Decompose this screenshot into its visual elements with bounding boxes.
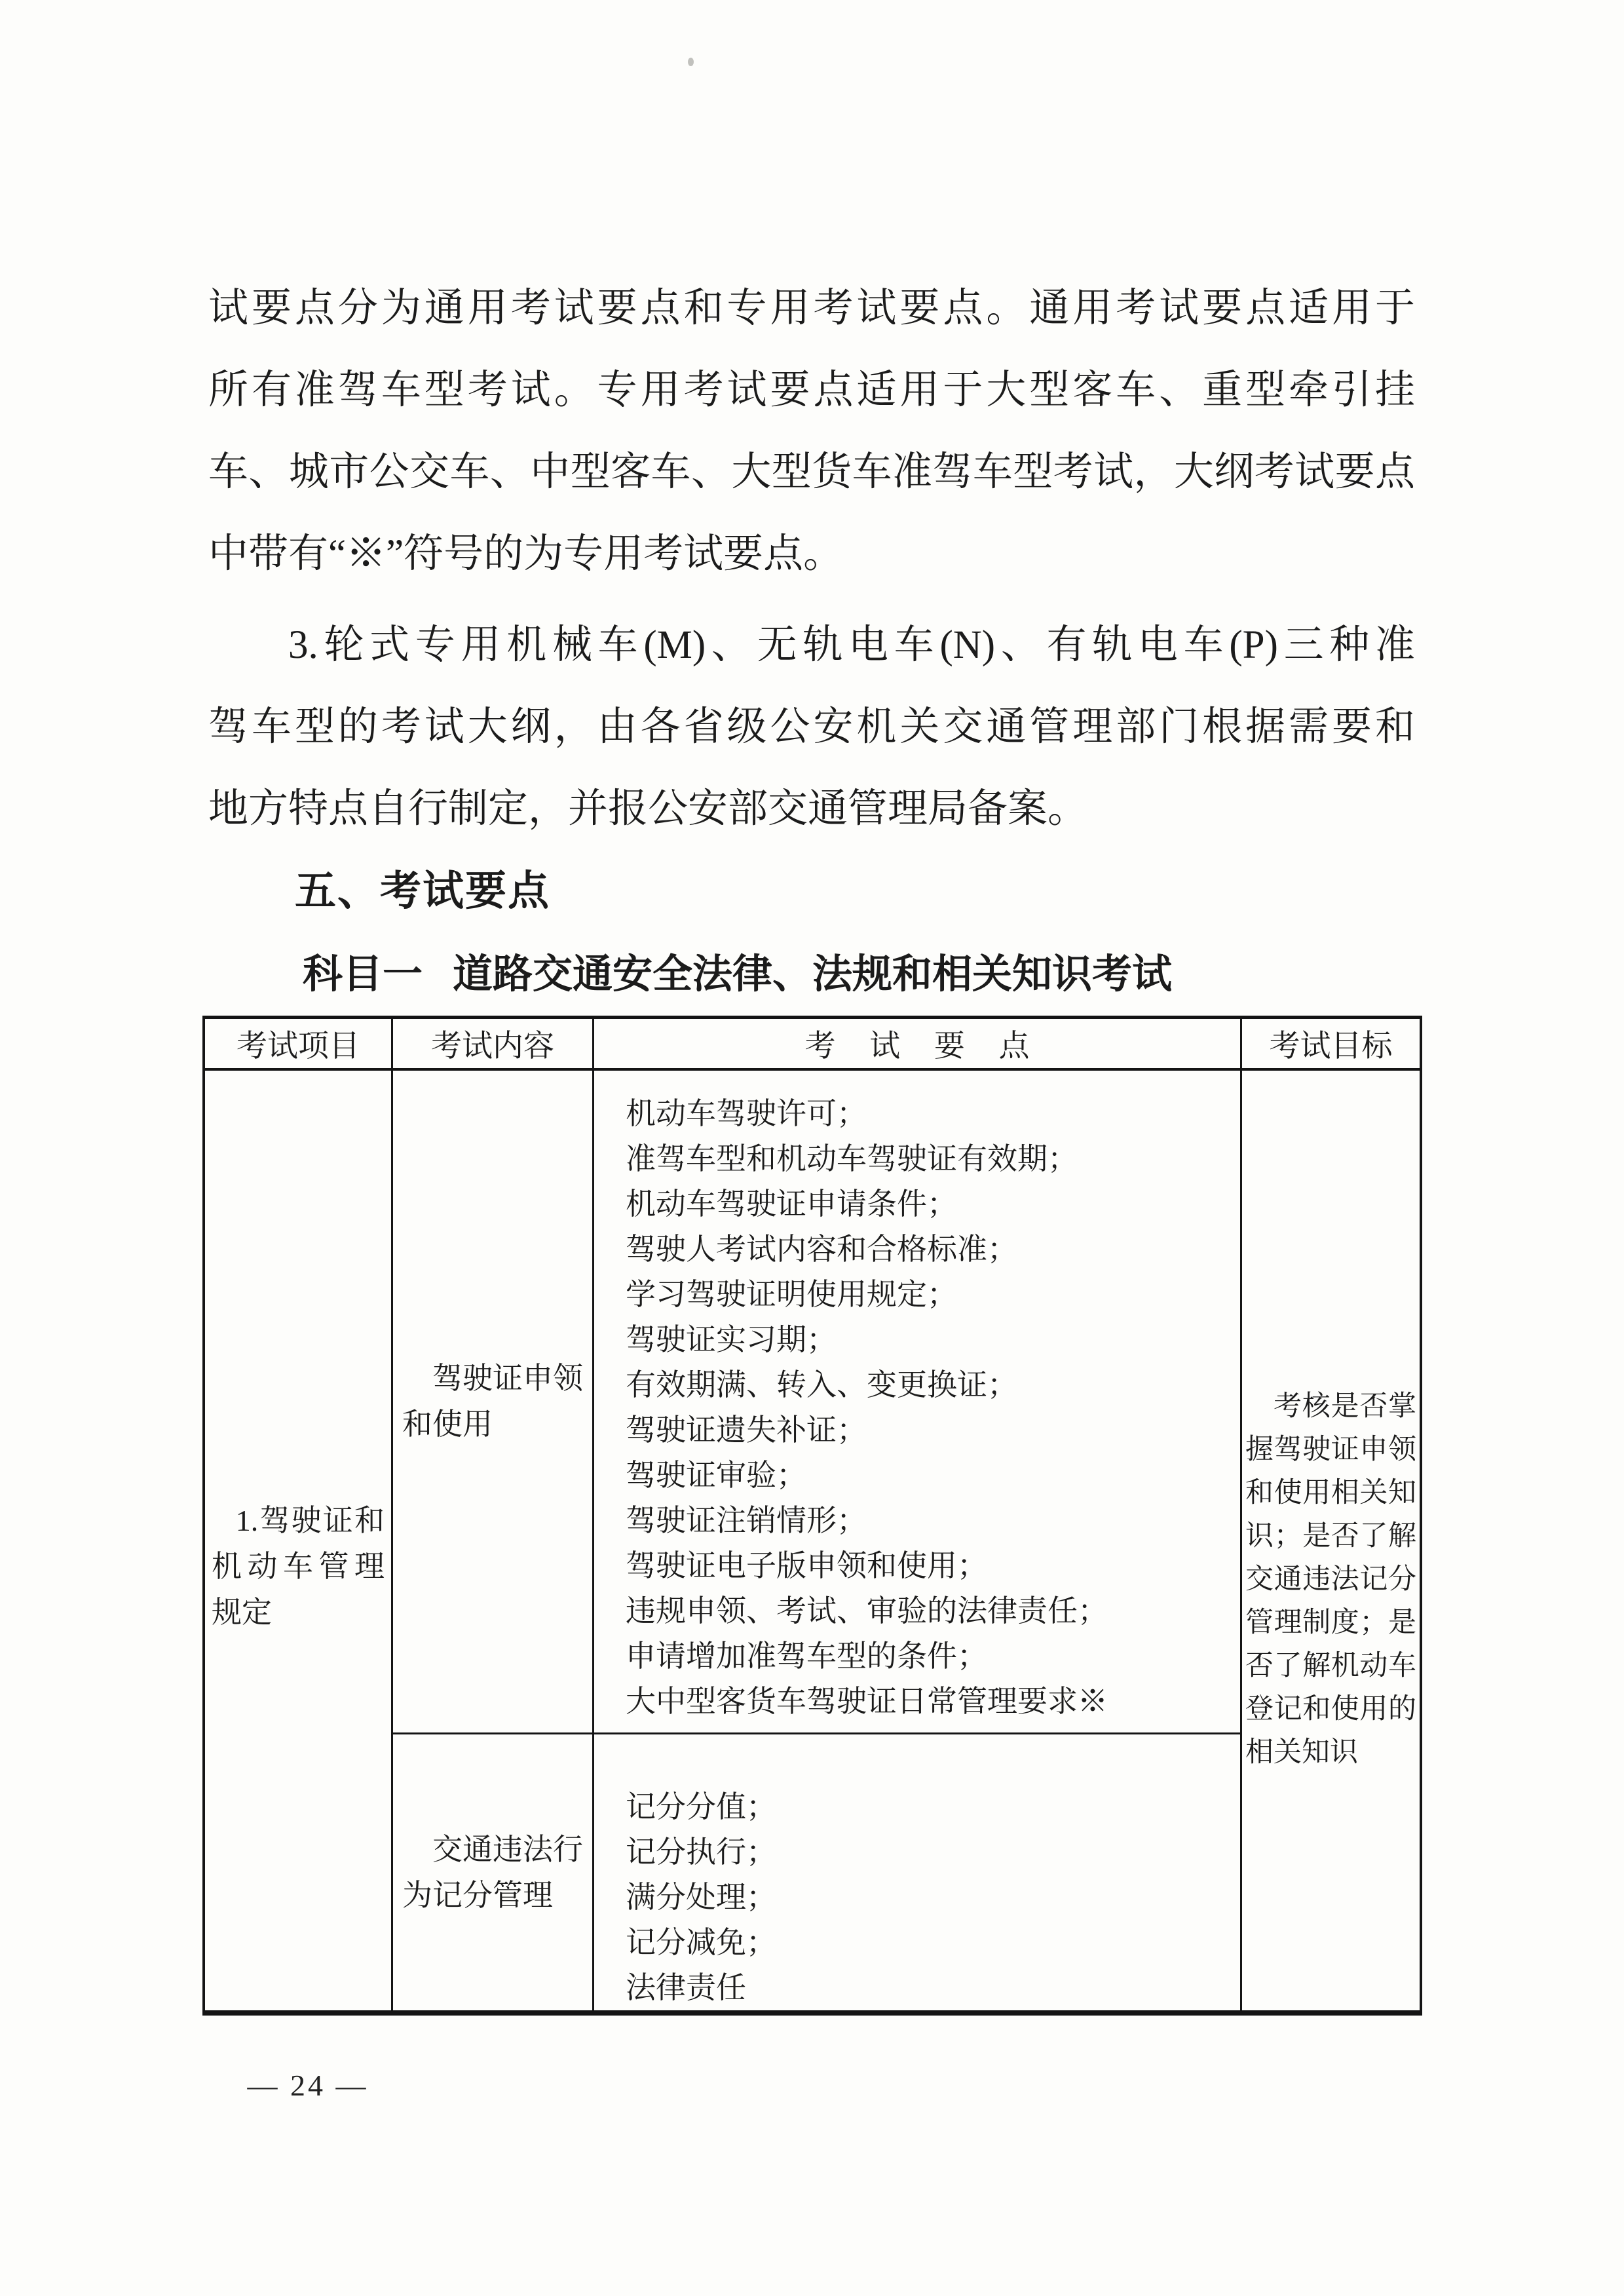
exam-point-item: 满分处理； xyxy=(626,1881,776,1914)
scan-artifact-dot xyxy=(688,58,694,66)
exam-point-item: 驾驶证实习期； xyxy=(626,1323,837,1356)
exam-point-item: 记分减免； xyxy=(626,1926,776,1959)
subject-heading xyxy=(303,933,1172,1015)
cell-text-line: 否了解机动车 xyxy=(1245,1651,1416,1681)
cell-exam-objective xyxy=(1242,1110,1420,2050)
header-exam-points: 考试要点 xyxy=(804,1029,1064,1063)
cell-text-line: 相关知识 xyxy=(1245,1737,1358,1768)
paragraph-text-line: 驾车型的考试大纲，由各省级公安机关交通管理部门根据需要和 xyxy=(208,705,1415,749)
cell-exam-points-row2 xyxy=(594,1734,1240,2010)
paragraph-text-line: 地方特点自行制定，并报公安部交通管理局备案。 xyxy=(208,787,1088,831)
paragraph-text-line: 所有准驾车型考试。专用考试要点适用于大型客车、重型牵引挂 xyxy=(208,368,1415,412)
cell-text-line: 登记和使用的 xyxy=(1245,1694,1416,1725)
cell-text-line: 考核是否掌 xyxy=(1274,1391,1416,1422)
subject-label: 科目一 xyxy=(303,951,423,996)
cell-exam-content-row2 xyxy=(393,1734,592,2010)
cell-text-line: 管理制度；是 xyxy=(1245,1607,1416,1638)
exam-point-item: 准驾车型和机动车驾驶证有效期； xyxy=(626,1142,1078,1176)
cell-text-line: 握驾驶证申领 xyxy=(1245,1434,1416,1465)
paragraph-text-line: 3.轮式专用机械车(M)、无轨电车(N)、有轨电车(P)三种准 xyxy=(288,623,1415,667)
exam-point-item: 大中型客货车驾驶证日常管理要求※ xyxy=(626,1685,1108,1718)
exam-point-item: 记分执行； xyxy=(626,1835,776,1869)
exam-point-item: 记分分值； xyxy=(626,1790,776,1824)
exam-point-item: 有效期满、转入、变更换证； xyxy=(626,1368,1017,1402)
cell-text-line: 规定 xyxy=(212,1596,272,1629)
cell-text-line: 交通违法记分 xyxy=(1245,1564,1416,1595)
cell-exam-content-row1 xyxy=(393,1071,592,1732)
exam-point-item: 驾驶证注销情形； xyxy=(626,1504,867,1537)
paragraph-2 xyxy=(208,604,1415,850)
paragraph-text-line: 中带有“※”符号的为专用考试要点。 xyxy=(208,532,844,576)
exam-point-item: 驾驶证遗失补证； xyxy=(626,1413,867,1447)
cell-text-line: 驾驶证申领 xyxy=(432,1362,583,1395)
cell-text-line: 和使用 xyxy=(402,1407,493,1441)
exam-points-table xyxy=(202,1016,1422,2016)
cell-exam-project xyxy=(205,1097,391,2037)
section-heading: 五、考试要点 xyxy=(295,868,550,914)
subject-title: 道路交通安全法律、法规和相关知识考试 xyxy=(453,951,1173,996)
page-number: — 24 — xyxy=(247,2069,369,2102)
header-exam-project: 考试项目 xyxy=(236,1029,360,1063)
exam-point-item: 机动车驾驶许可； xyxy=(626,1097,867,1130)
exam-point-item: 驾驶证审验； xyxy=(626,1459,806,1492)
cell-text-line: 机动车管理 xyxy=(212,1550,385,1583)
cell-text-line: 为记分管理 xyxy=(402,1878,553,1912)
cell-text-line: 交通违法行 xyxy=(432,1832,583,1866)
header-exam-content: 考试内容 xyxy=(431,1029,554,1063)
paragraph-text-line: 车、城市公交车、中型客车、大型货车准驾车型考试，大纲考试要点 xyxy=(208,450,1415,494)
exam-point-item: 法律责任 xyxy=(626,1971,746,2004)
cell-exam-points-row1 xyxy=(594,1071,1240,1732)
exam-point-item: 驾驶人考试内容和合格标准； xyxy=(626,1233,1017,1266)
exam-point-item: 违规申领、考试、审验的法律责任； xyxy=(626,1594,1108,1628)
paragraph-1 xyxy=(208,267,1415,595)
paragraph-text-line: 试要点分为通用考试要点和专用考试要点。通用考试要点适用于 xyxy=(208,286,1415,330)
exam-point-item: 学习驾驶证明使用规定； xyxy=(626,1278,957,1311)
exam-point-item: 驾驶证电子版申领和使用； xyxy=(626,1549,987,1582)
exam-point-item: 机动车驾驶证申请条件； xyxy=(626,1187,957,1221)
header-exam-objective: 考试目标 xyxy=(1269,1029,1393,1063)
cell-text-line: 和使用相关知 xyxy=(1245,1478,1416,1508)
cell-text-line: 1.驾驶证和 xyxy=(235,1504,385,1537)
exam-point-item: 申请增加准驾车型的条件； xyxy=(626,1639,987,1673)
cell-text-line: 识；是否了解 xyxy=(1245,1521,1416,1552)
